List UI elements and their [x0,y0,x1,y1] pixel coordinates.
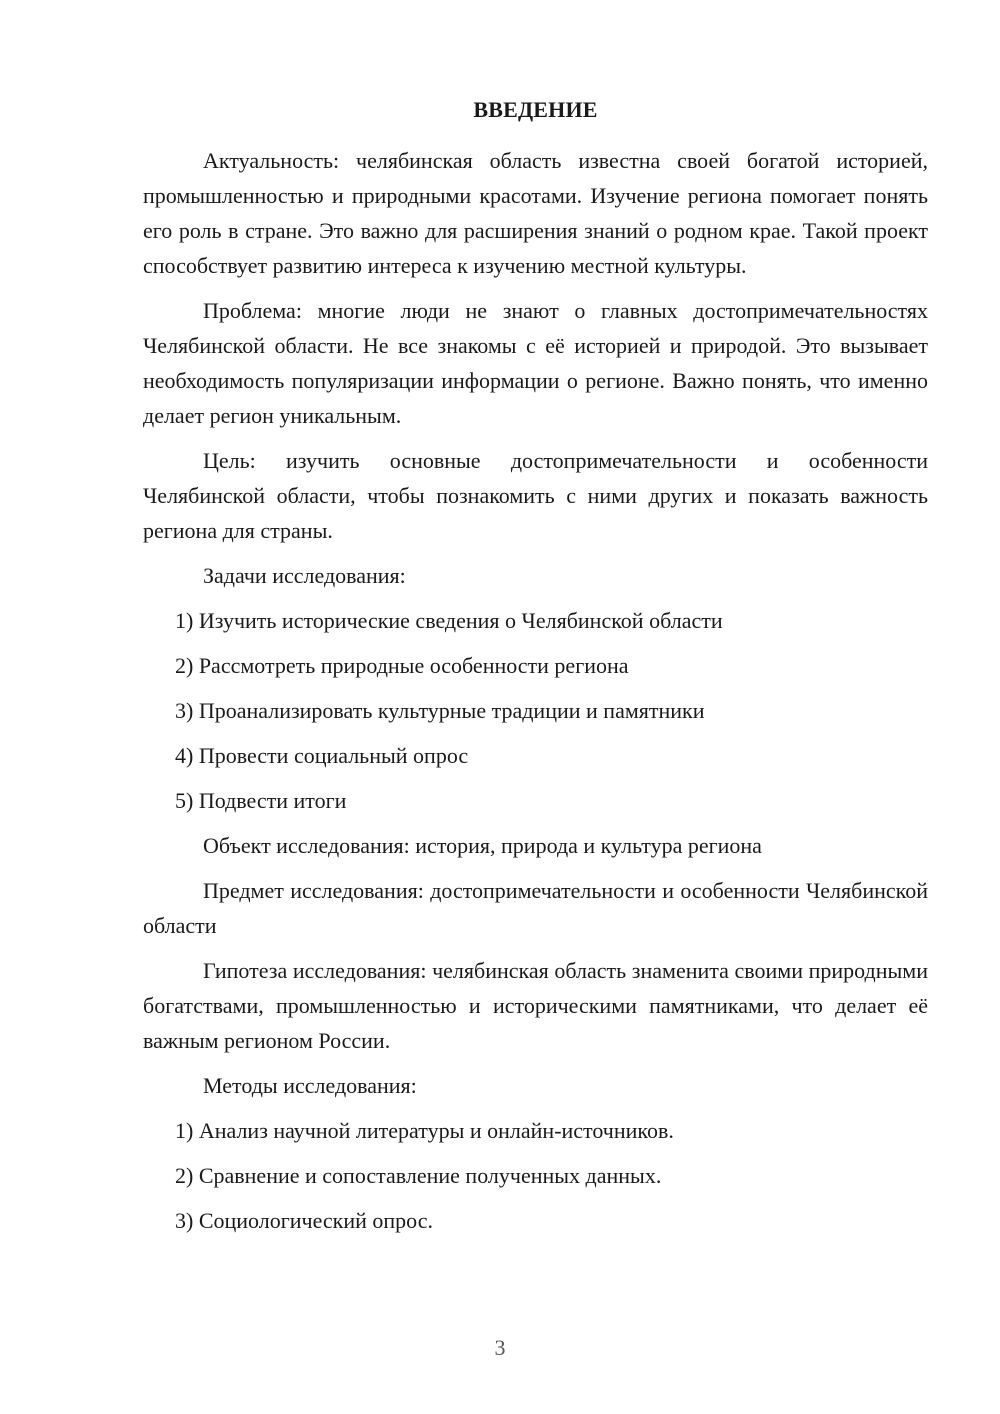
problem-paragraph: Проблема: многие люди не знают о главных достопримечательностях Челябинской области. Не все знакомы с её историей и природой. Это вызывает необходимость популяризации информации о регионе. Важно понять, что именно делает регион уникальным. [143,298,928,428]
page-number: 3 [494,1335,506,1360]
goal-paragraph: Цель: изучить основные достопримечательности и особенности Челябинской области, чтобы познакомить с ними других и показать важность региона для страны. [143,448,928,543]
tasks-heading: Задачи исследования: [203,563,406,588]
tasks-list [143,603,928,818]
methods-heading: Методы исследования: [203,1073,417,1098]
list-item: 3) Проанализировать культурные традиции и памятники [175,698,705,723]
relevance-paragraph: Актуальность: челябинская область известна своей богатой историей, промышленностью и природными красотами. Изучение региона помогает понять его роль в стране. Это важно для расширения знаний о родном крае. Такой проект способствует развитию интереса к изучению местной культуры. [143,148,928,278]
list-item: 1) Изучить исторические сведения о Челябинской области [175,608,723,633]
object-paragraph: Объект исследования: история, природа и культура региона [203,833,762,858]
list-item: 5) Подвести итоги [175,788,347,813]
list-item: 1) Анализ научной литературы и онлайн-источников. [175,1118,674,1143]
list-item: 2) Рассмотреть природные особенности региона [175,653,629,678]
list-item: 2) Сравнение и сопоставление полученных данных. [175,1163,662,1188]
subject-paragraph: Предмет исследования: достопримечательности и особенности Челябинской области [143,878,928,938]
hypothesis-paragraph: Гипотеза исследования: челябинская область знаменита своими природными богатствами, промышленностью и историческими памятниками, что делает её важным регионом России. [143,958,928,1053]
methods-list [143,1113,928,1238]
list-item: 4) Провести социальный опрос [175,743,469,768]
section-title: ВВЕДЕНИЕ [473,97,598,122]
document-page [143,95,928,1248]
list-item: 3) Социологический опрос. [175,1208,433,1233]
